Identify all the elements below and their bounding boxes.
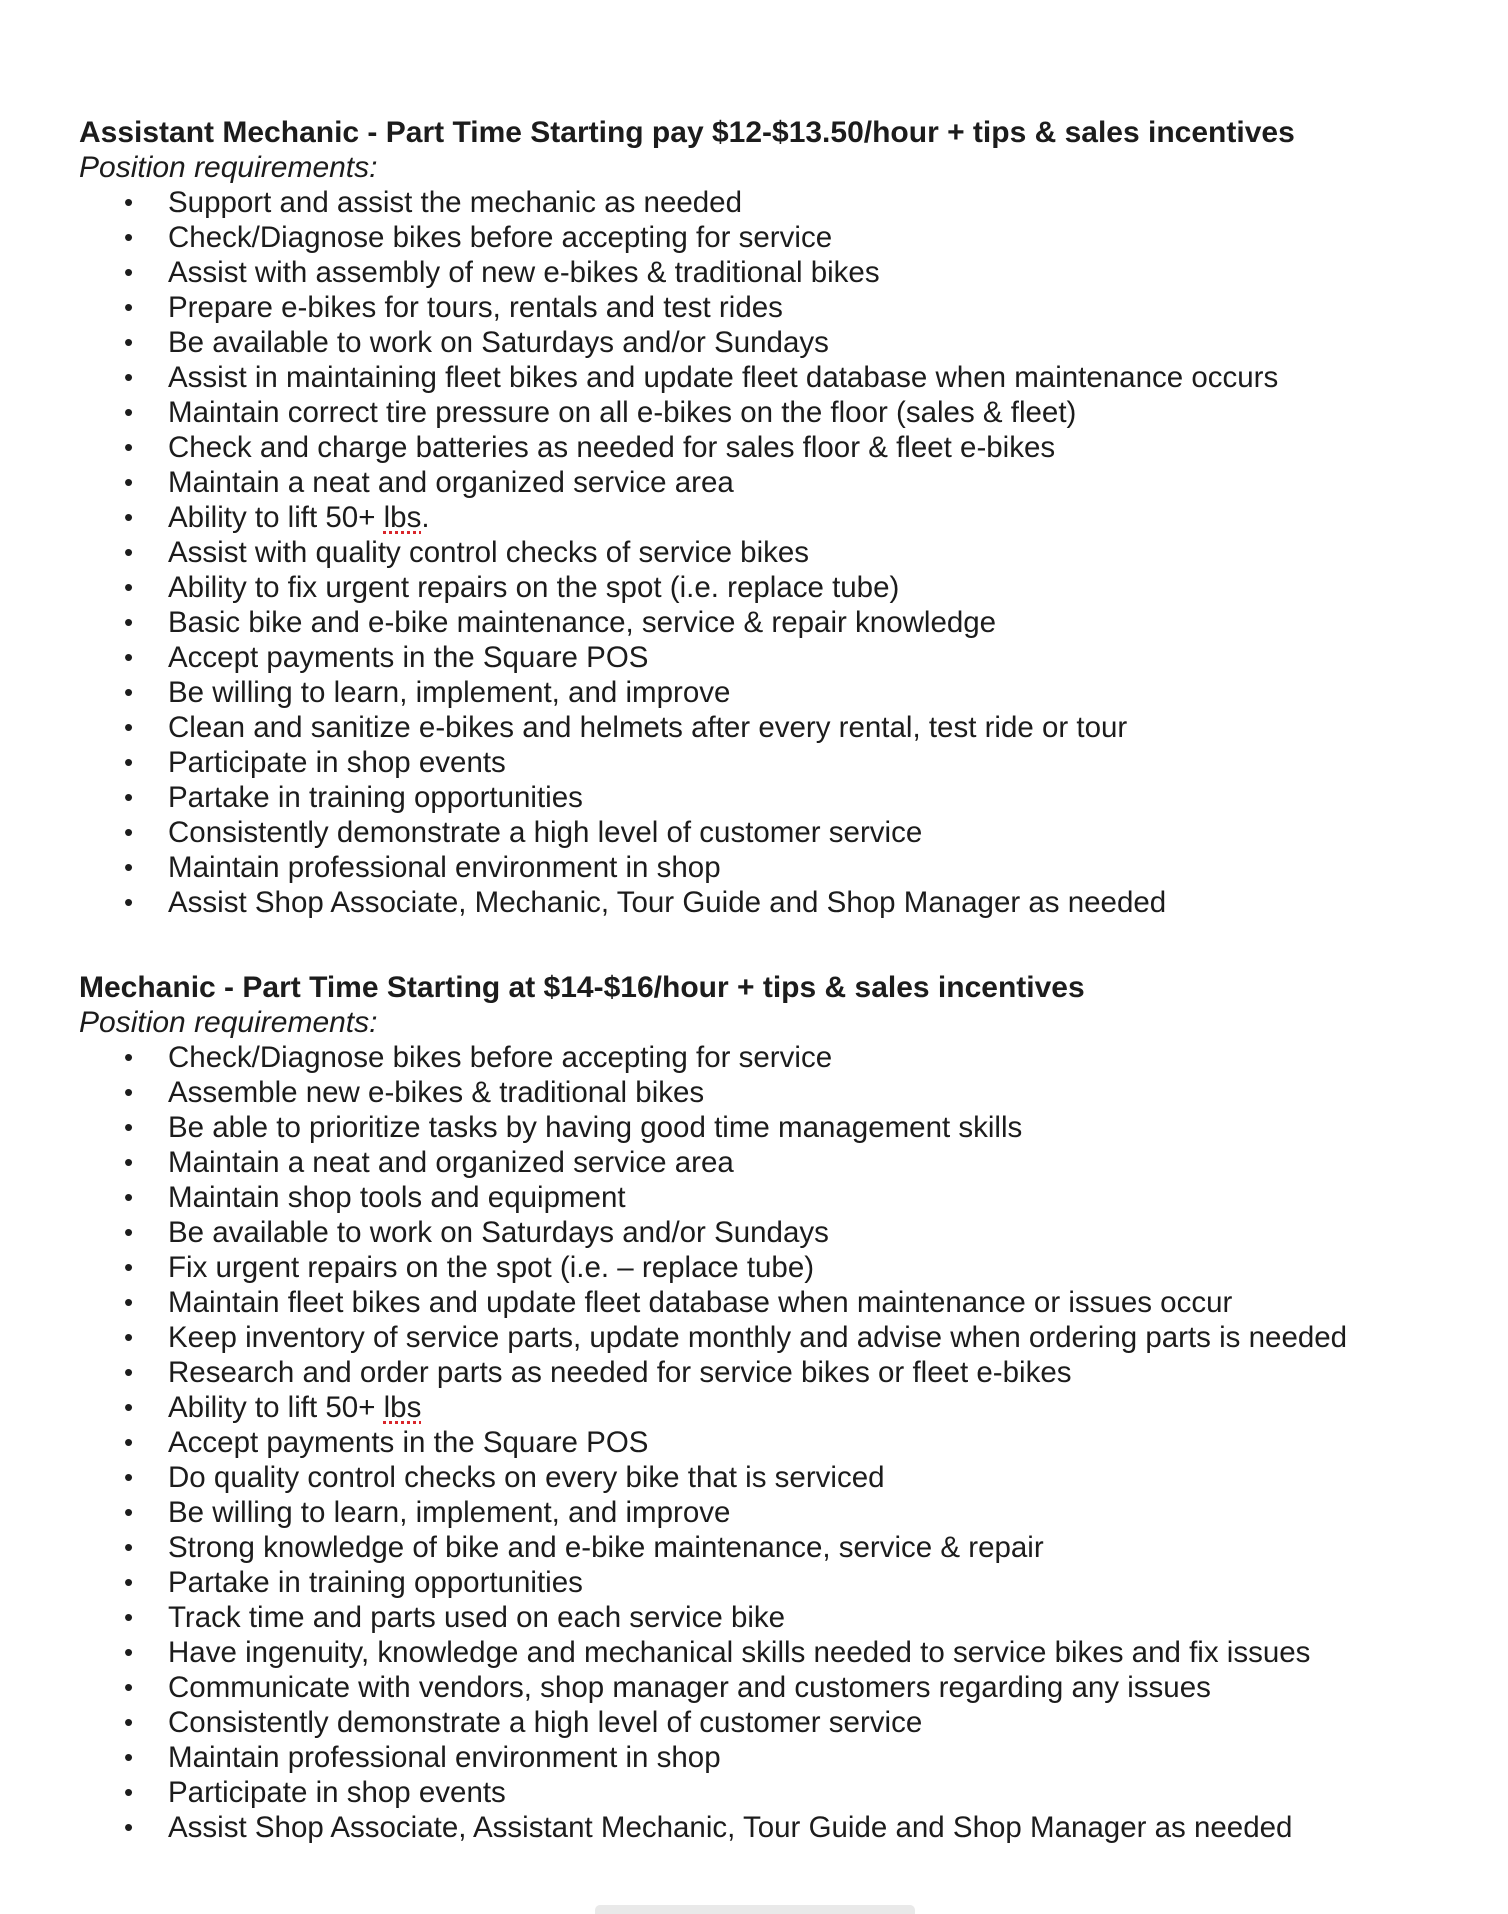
list-item-text: Maintain a neat and organized service area — [168, 466, 734, 499]
bullet-icon: • — [124, 677, 134, 707]
list-item-text: Maintain correct tire pressure on all e-bikes on the floor (sales & fleet) — [168, 396, 1077, 429]
list-item — [79, 1740, 1479, 1775]
list-item — [79, 1425, 1479, 1460]
list-item — [79, 1180, 1479, 1215]
list-item — [79, 1145, 1479, 1180]
list-item-text: Assist with quality control checks of service bikes — [168, 536, 810, 569]
bullet-icon: • — [124, 1427, 134, 1457]
list-item — [79, 1635, 1479, 1670]
list-item — [79, 465, 1479, 500]
list-item-text: Be willing to learn, implement, and improve — [168, 676, 731, 709]
list-item — [79, 1670, 1479, 1705]
bullet-icon: • — [124, 432, 134, 462]
bullet-icon: • — [124, 747, 134, 777]
bullet-icon: • — [124, 1567, 134, 1597]
list-item — [79, 1040, 1479, 1075]
bullet-icon: • — [124, 1707, 134, 1737]
list-item — [79, 360, 1479, 395]
list-item — [79, 220, 1479, 255]
bullet-icon: • — [124, 1322, 134, 1352]
list-item-text: Do quality control checks on every bike that is serviced — [168, 1461, 885, 1494]
list-item-text: Clean and sanitize e-bikes and helmets after every rental, test ride or tour — [168, 711, 1128, 744]
list-item-text: Assist Shop Associate, Assistant Mechanic, Tour Guide and Shop Manager as needed — [168, 1811, 1293, 1844]
section-subtitle: Position requirements: — [79, 151, 378, 184]
list-item — [79, 640, 1479, 675]
list-item-text: Research and order parts as needed for service bikes or fleet e-bikes — [168, 1356, 1072, 1389]
list-item — [79, 1110, 1479, 1145]
bullet-icon: • — [124, 1637, 134, 1667]
bullet-icon: • — [124, 467, 134, 497]
list-item — [79, 570, 1479, 605]
bullet-icon: • — [124, 1112, 134, 1142]
list-item-text: Be willing to learn, implement, and improve — [168, 1496, 731, 1529]
list-item — [79, 745, 1479, 780]
list-item — [79, 850, 1479, 885]
bullet-icon: • — [124, 1287, 134, 1317]
list-item-text: Ability to lift 50+ lbs — [168, 1391, 422, 1424]
bullet-icon: • — [124, 1497, 134, 1527]
bullet-icon: • — [124, 1777, 134, 1807]
bullet-icon: • — [124, 642, 134, 672]
list-item — [79, 815, 1479, 850]
list-item — [79, 710, 1479, 745]
list-item-text: Fix urgent repairs on the spot (i.e. – replace tube) — [168, 1251, 815, 1284]
list-item — [79, 1565, 1479, 1600]
list-item — [79, 1810, 1479, 1845]
bullet-icon: • — [124, 1077, 134, 1107]
bullet-icon: • — [124, 187, 134, 217]
bullet-icon: • — [124, 1672, 134, 1702]
list-item-text: Maintain professional environment in shop — [168, 851, 721, 884]
assistant-mechanic-section — [79, 115, 1479, 920]
list-item-text: Participate in shop events — [168, 1776, 506, 1809]
bullet-icon: • — [124, 1147, 134, 1177]
bullet-icon: • — [124, 257, 134, 287]
list-item — [79, 290, 1479, 325]
list-item — [79, 605, 1479, 640]
section-title: Mechanic - Part Time Starting at $14-$16/hour + tips & sales incentives — [79, 971, 1085, 1004]
bullet-icon: • — [124, 782, 134, 812]
bullet-icon: • — [124, 292, 134, 322]
bullet-icon: • — [124, 222, 134, 252]
list-item-text: Maintain fleet bikes and update fleet database when maintenance or issues occur — [168, 1286, 1233, 1319]
list-item-text: Maintain a neat and organized service area — [168, 1146, 734, 1179]
bullet-icon: • — [124, 1252, 134, 1282]
list-item-text: Ability to lift 50+ lbs. — [168, 501, 430, 534]
list-item — [79, 1600, 1479, 1635]
list-item-text: Have ingenuity, knowledge and mechanical skills needed to service bikes and fix issues — [168, 1636, 1311, 1669]
bullet-icon: • — [124, 887, 134, 917]
section-title: Assistant Mechanic - Part Time Starting pay $12-$13.50/hour + tips & sales incentives — [79, 116, 1295, 149]
list-item-text: Assist with assembly of new e-bikes & traditional bikes — [168, 256, 880, 289]
bullet-icon: • — [124, 712, 134, 742]
list-item-text: Ability to fix urgent repairs on the spot (i.e. replace tube) — [168, 571, 900, 604]
list-item-text: Partake in training opportunities — [168, 781, 583, 814]
bullet-icon: • — [124, 852, 134, 882]
bullet-icon: • — [124, 1532, 134, 1562]
section-subtitle: Position requirements: — [79, 1006, 378, 1039]
list-item-text: Participate in shop events — [168, 746, 506, 779]
bullet-icon: • — [124, 1357, 134, 1387]
list-item-text: Maintain professional environment in shop — [168, 1741, 721, 1774]
bullet-icon: • — [124, 1812, 134, 1842]
mechanic-section — [79, 970, 1479, 1845]
bullet-icon: • — [124, 607, 134, 637]
list-item — [79, 395, 1479, 430]
list-item — [79, 1530, 1479, 1565]
bullet-icon: • — [124, 1182, 134, 1212]
spellcheck-underline: lbs — [383, 1391, 422, 1424]
list-item-text: Consistently demonstrate a high level of customer service — [168, 1706, 923, 1739]
list-item — [79, 1075, 1479, 1110]
list-item — [79, 1705, 1479, 1740]
list-item-text: Assemble new e-bikes & traditional bikes — [168, 1076, 705, 1109]
list-item — [79, 255, 1479, 290]
list-item — [79, 430, 1479, 465]
list-item-text: Be available to work on Saturdays and/or Sundays — [168, 1216, 829, 1249]
list-item — [79, 1460, 1479, 1495]
list-item — [79, 185, 1479, 220]
list-item-text: Check/Diagnose bikes before accepting for service — [168, 1041, 833, 1074]
requirements-list — [79, 185, 1479, 920]
list-item-text: Be able to prioritize tasks by having good time management skills — [168, 1111, 1023, 1144]
list-item — [79, 780, 1479, 815]
bullet-icon: • — [124, 327, 134, 357]
list-item-text: Basic bike and e-bike maintenance, service & repair knowledge — [168, 606, 997, 639]
list-item-text: Support and assist the mechanic as needed — [168, 186, 742, 219]
list-item — [79, 1495, 1479, 1530]
bullet-icon: • — [124, 537, 134, 567]
list-item — [79, 325, 1479, 360]
list-item-text: Partake in training opportunities — [168, 1566, 583, 1599]
list-item-text: Consistently demonstrate a high level of customer service — [168, 816, 923, 849]
list-item — [79, 1390, 1479, 1425]
list-item-text: Accept payments in the Square POS — [168, 641, 649, 674]
list-item-text: Assist Shop Associate, Mechanic, Tour Guide and Shop Manager as needed — [168, 886, 1167, 919]
bullet-icon: • — [124, 502, 134, 532]
list-item-text: Be available to work on Saturdays and/or Sundays — [168, 326, 829, 359]
list-item — [79, 1285, 1479, 1320]
list-item-text: Communicate with vendors, shop manager and customers regarding any issues — [168, 1671, 1211, 1704]
list-item-text: Keep inventory of service parts, update monthly and advise when ordering parts is needed — [168, 1321, 1348, 1354]
list-item-text: Prepare e-bikes for tours, rentals and test rides — [168, 291, 783, 324]
list-item-text: Accept payments in the Square POS — [168, 1426, 649, 1459]
bullet-icon: • — [124, 572, 134, 602]
bullet-icon: • — [124, 1042, 134, 1072]
bullet-icon: • — [124, 362, 134, 392]
list-item — [79, 675, 1479, 710]
list-item-text: Maintain shop tools and equipment — [168, 1181, 626, 1214]
bullet-icon: • — [124, 397, 134, 427]
list-item-text: Check and charge batteries as needed for sales floor & fleet e-bikes — [168, 431, 1056, 464]
list-item-text: Strong knowledge of bike and e-bike maintenance, service & repair — [168, 1531, 1044, 1564]
bullet-icon: • — [124, 1392, 134, 1422]
requirements-list — [79, 1040, 1479, 1845]
list-item — [79, 1250, 1479, 1285]
spellcheck-underline: lbs — [383, 501, 422, 534]
list-item — [79, 1775, 1479, 1810]
bullet-icon: • — [124, 1462, 134, 1492]
list-item — [79, 1355, 1479, 1390]
list-item-text: Assist in maintaining fleet bikes and update fleet database when maintenance occurs — [168, 361, 1279, 394]
list-item — [79, 500, 1479, 535]
list-item — [79, 535, 1479, 570]
list-item-text: Check/Diagnose bikes before accepting for service — [168, 221, 833, 254]
list-item — [79, 1215, 1479, 1250]
bullet-icon: • — [124, 1602, 134, 1632]
bullet-icon: • — [124, 1742, 134, 1772]
list-item-text: Track time and parts used on each service bike — [168, 1601, 786, 1634]
list-item — [79, 885, 1479, 920]
bullet-icon: • — [124, 1217, 134, 1247]
bullet-icon: • — [124, 817, 134, 847]
scrollbar-thumb[interactable] — [595, 1905, 915, 1914]
list-item — [79, 1320, 1479, 1355]
